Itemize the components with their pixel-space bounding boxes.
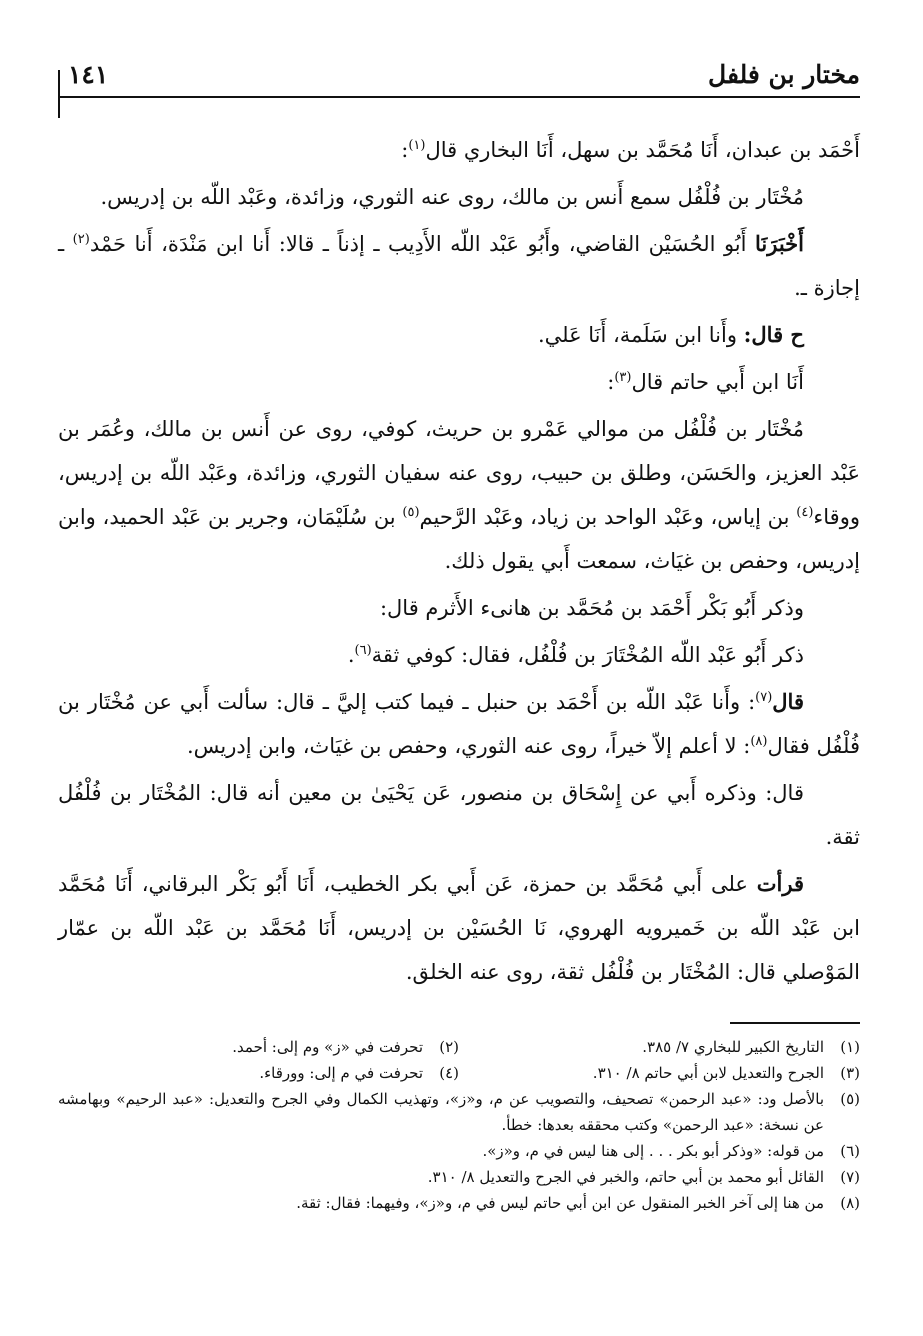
paragraph-text: وذكر أَبُو بَكْر أَحْمَد بن مُحَمَّد بن هانىء الأَثرم قال: <box>379 596 804 620</box>
paragraph-10 <box>58 771 860 859</box>
paragraph-1 <box>58 128 860 172</box>
main-text <box>58 128 860 997</box>
paragraph-7 <box>58 586 860 630</box>
footnote-ref: (١) <box>408 138 426 153</box>
paragraph-lead: ح قال: <box>743 322 804 347</box>
paragraph-text: : وأَنا عَبْد اللّه بن أَحْمَد بن حنبل ـ فيما كتب إليَّ ـ قال: سألت أَبي عن مُخْتَار بن فُلْفُل فقال <box>58 690 860 758</box>
footnote-text: التاريخ الكبير للبخاري ٧/ ٣٨٥. <box>642 1038 824 1056</box>
footnote-text: تحرفت في م إلى: وورقاء. <box>259 1064 423 1082</box>
footnote-ref: (٥) <box>402 505 420 520</box>
paragraph-lead: قال <box>772 689 804 714</box>
paragraph-lead: أَخْبَرَنَا <box>755 231 804 256</box>
paragraph-text: مُخْتَار بن فُلْفُل من موالي عَمْرو بن حريث، كوفي، روى عن أَنس بن مالك، وعُمَر بن عَبْد العزيز، والحَسَن، وطلق بن حبيب، روى عنه سفيان الثوري، وزائدة، وعَبْد اللّه بن إدريس، ووقاء <box>58 417 860 529</box>
paragraph-5 <box>58 360 860 404</box>
footnote-ref: (٤) <box>796 505 814 520</box>
footnote-number: (٢) <box>439 1038 459 1056</box>
footnote-text: القائل أبو محمد بن أبي حاتم، والخبر في الجرح والتعديل ٨/ ٣١٠. <box>427 1168 824 1186</box>
footnote-8 <box>58 1190 860 1216</box>
footnote-5 <box>58 1086 860 1138</box>
footnote-number: (٨) <box>840 1194 860 1212</box>
paragraph-9 <box>58 680 860 768</box>
paragraph-3 <box>58 222 860 310</box>
footnote-number: (١) <box>840 1038 860 1056</box>
footnote-ref: (٦) <box>354 643 372 658</box>
paragraph-11 <box>58 862 860 994</box>
footnote-1 <box>459 1034 860 1060</box>
paragraph-text: بن سُلَيْمَان، وجرير بن عَبْد الحميد، وابن إدريس، وحفص بن غيَاث، سمعت أَبي يقول ذلك. <box>58 505 860 573</box>
footnote-2 <box>58 1034 459 1060</box>
footnotes <box>58 1034 860 1216</box>
paragraph-text: وأَنا ابن سَلَمة، أَنَا عَلي. <box>537 323 744 347</box>
footnote-row <box>58 1034 860 1060</box>
paragraph-6 <box>58 407 860 583</box>
paragraph-lead: قرأت <box>756 871 804 896</box>
footnote-ref: (٨) <box>750 734 768 749</box>
footnote-number: (٤) <box>439 1064 459 1082</box>
footnote-row <box>58 1060 860 1086</box>
footnote-6 <box>58 1138 860 1164</box>
paragraph-text: : <box>607 370 615 394</box>
running-header <box>58 56 860 96</box>
paragraph-text: أَحْمَد بن عبدان، أَنَا مُحَمَّد بن سهل، أَنَا البخاري قال <box>425 138 860 162</box>
footnote-ref: (٧) <box>755 690 773 705</box>
paragraph-text: بن إياس، وعَبْد الواحد بن زياد، وعَبْد الرَّحيم <box>419 505 797 529</box>
paragraph-text: . <box>347 643 355 667</box>
paragraph-text: أَنَا ابن أَبي حاتم قال <box>631 370 804 394</box>
footnote-text: بالأصل ود: «عبد الرحمن» تصحيف، والتصويب عن م، و«ز»، وتهذيب الكمال وفي الجرح والتعديل: «عبد الرحيم» وبهامشه عن نسخة: «عبد الرحمن» وكتب محققه بعدها: خطأ. <box>58 1090 824 1134</box>
paragraph-text: : <box>401 138 409 162</box>
paragraph-text: أَبُو الحُسَيْن القاضي، وأَبُو عَبْد اللّه الأَدِيب ـ إذناً ـ قالا: أَنا ابن مَنْدَة، أَنا حَمْد <box>89 232 756 256</box>
page-number: ١٤١ <box>68 60 109 89</box>
paragraph-text: : لا أعلم إلاّ خيراً، روى عنه الثوري، وحفص بن غيَاث، وابن إدريس. <box>186 734 751 758</box>
paragraph-8 <box>58 633 860 677</box>
footnote-number: (٥) <box>840 1090 860 1108</box>
footnote-text: من هنا إلى آخر الخبر المنقول عن ابن أبي حاتم ليس في م، و«ز»، وفيهما: فقال: ثقة. <box>296 1194 824 1212</box>
paragraph-text: قال: وذكره أَبي عن إِسْحَاق بن منصور، عَن يَحْيَىٰ بن معين أنه قال: المُخْتَار بن فُلْفُل ثقة. <box>58 781 860 849</box>
header-margin-tick <box>58 70 60 118</box>
paragraph-text: ذكر أَبُو عَبْد اللّه المُخْتَارَ بن فُلْفُل، فقال: كوفي ثقة <box>371 643 804 667</box>
paragraph-4 <box>58 313 860 357</box>
footnote-number: (٣) <box>840 1064 860 1082</box>
paragraph-text: على أَبي مُحَمَّد بن حمزة، عَن أَبي بكر الخطيب، أَنَا أَبُو بَكْر البرقاني، أَنَا مُحَمَّد ابن عَبْد اللّه بن خَميرويه الهروي، نَا الحُسَيْن بن إدريس، أَنَا مُحَمَّد بن عَبْد اللّه بن عمّار المَوْصلي قال: المُخْتَار بن فُلْفُل ثقة، روى عنه الخلق. <box>58 872 860 984</box>
footnote-ref: (٣) <box>614 370 632 385</box>
paragraph-text: مُخْتَار بن فُلْفُل سمع أَنس بن مالك، روى عنه الثوري، وزائدة، وعَبْد اللّه بن إدريس. <box>100 185 804 209</box>
header-rule <box>58 96 860 98</box>
footnote-3 <box>459 1060 860 1086</box>
footnote-text: من قوله: «وذكر أبو بكر . . . إلى هنا ليس في م، و«ز». <box>482 1142 824 1160</box>
footnote-text: تحرفت في «ز» وم إلى: أحمد. <box>232 1038 423 1056</box>
footnote-ref: (٢) <box>72 232 90 247</box>
footnote-number: (٧) <box>840 1168 860 1186</box>
footnote-4 <box>58 1060 459 1086</box>
footnote-separator <box>730 1022 860 1024</box>
footnote-7 <box>58 1164 860 1190</box>
footnote-number: (٦) <box>840 1142 860 1160</box>
paragraph-2 <box>58 175 860 219</box>
paragraph-text: ـ إجازة ـ. <box>58 232 860 300</box>
header-title: مختار بن فلفل <box>708 60 860 89</box>
footnote-text: الجرح والتعديل لابن أبي حاتم ٨/ ٣١٠. <box>592 1064 824 1082</box>
